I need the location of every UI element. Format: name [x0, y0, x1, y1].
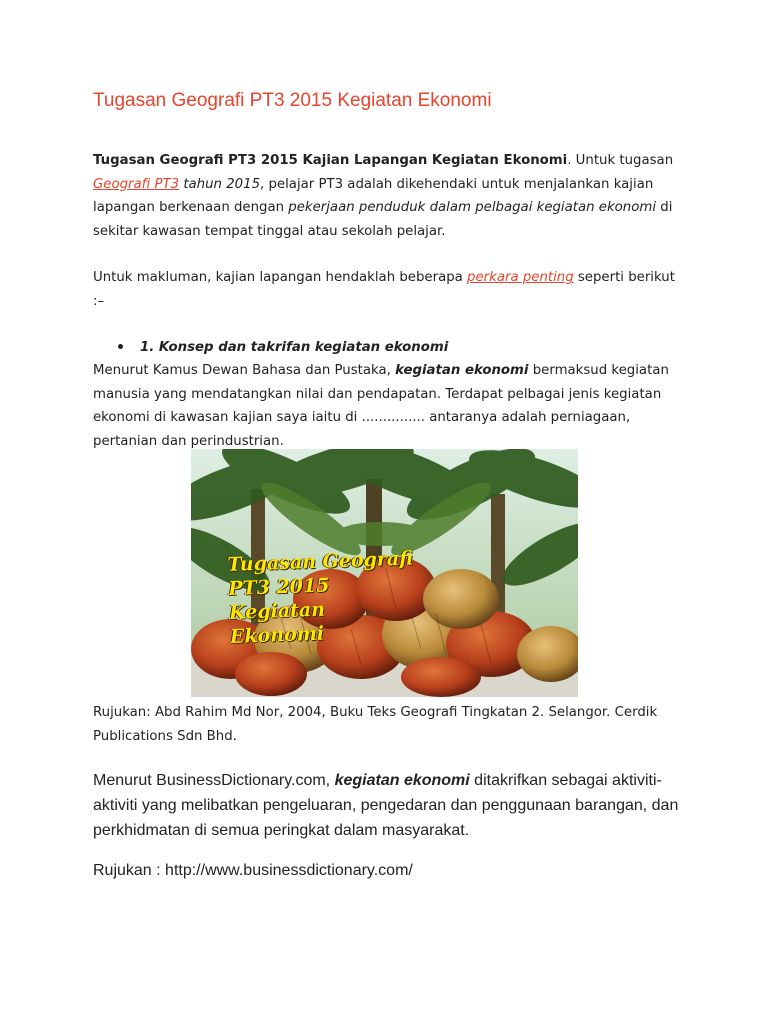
intro-bold-lead: Tugasan Geografi PT3 2015 Kajian Lapangan Kegiatan Ekonomi — [93, 153, 568, 168]
caption-line: Ekonomi — [229, 622, 325, 648]
geografi-pt3-link[interactable]: Geografi PT3 — [93, 176, 180, 192]
definition1-text-2: bermaksud kegiatan manusia yang mendatangkan nilai dan pendapatan. Terdapat pelbagai jenis kegiatan ekonomi di kawasan kajian saya iaitu di ............... antaranya adalah perniagaan, pertanian dan perindustrian. — [93, 363, 669, 449]
definition1-text-1: Menurut Kamus Dewan Bahasa dan Pustaka, — [93, 363, 396, 378]
intro-text-1: . Untuk tugasan — [567, 153, 674, 168]
caption-line: Kegiatan — [228, 598, 326, 624]
caption-line: Tugasan Geografi — [227, 547, 414, 576]
caption-line: PT3 2015 — [227, 574, 330, 600]
reference-2: Rujukan : http://www.businessdictionary.com/ — [93, 862, 413, 879]
intro-text-2: , pelajar PT3 adalah dikehendaki untuk menjalankan kajian lapangan berkenaan dengan — [93, 176, 654, 215]
notice-paragraph — [93, 266, 683, 313]
notice-text-1: Untuk makluman, kajian lapangan hendaklah beberapa — [93, 270, 468, 285]
intro-italic-2: pekerjaan penduduk dalam pelbagai kegiatan ekonomi — [288, 200, 657, 215]
definition-paragraph-1 — [93, 359, 683, 453]
reference-1: Rujukan: Abd Rahim Md Nor, 2004, Buku Teks Geografi Tingkatan 2. Selangor. Cerdik Publications Sdn Bhd. — [93, 705, 658, 744]
notice-text-2: seperti berikut :– — [93, 270, 675, 309]
definition-paragraph-2 — [93, 768, 683, 843]
definition2-text-1: Menurut BusinessDictionary.com, — [93, 772, 335, 789]
intro-italic-1: tahun 2015 — [179, 176, 261, 192]
image-caption-overlay — [227, 547, 416, 649]
bullet-text: 1. Konsep dan takrifan kegiatan ekonomi — [140, 340, 449, 355]
intro-text-3: di sekitar kawasan tempat tinggal atau sekolah pelajar. — [93, 200, 673, 239]
palm-fruit-image — [191, 449, 578, 697]
definition2-bold: kegiatan ekonomi — [334, 772, 470, 789]
definition2-text-2: ditakrifkan sebagai aktiviti-aktiviti yang melibatkan pengeluaran, pengedaran dan penggunaan barangan, dan perkhidmatan di semua peringkat dalam masyarakat. — [93, 772, 679, 839]
page-title: Tugasan Geografi PT3 2015 Kegiatan Ekonomi — [93, 90, 492, 111]
perkara-penting-link[interactable]: perkara penting — [467, 270, 574, 285]
bullet-item — [118, 336, 448, 360]
bullet-dot-icon — [118, 344, 123, 349]
intro-paragraph — [93, 149, 683, 243]
definition1-bold: kegiatan ekonomi — [395, 363, 529, 378]
